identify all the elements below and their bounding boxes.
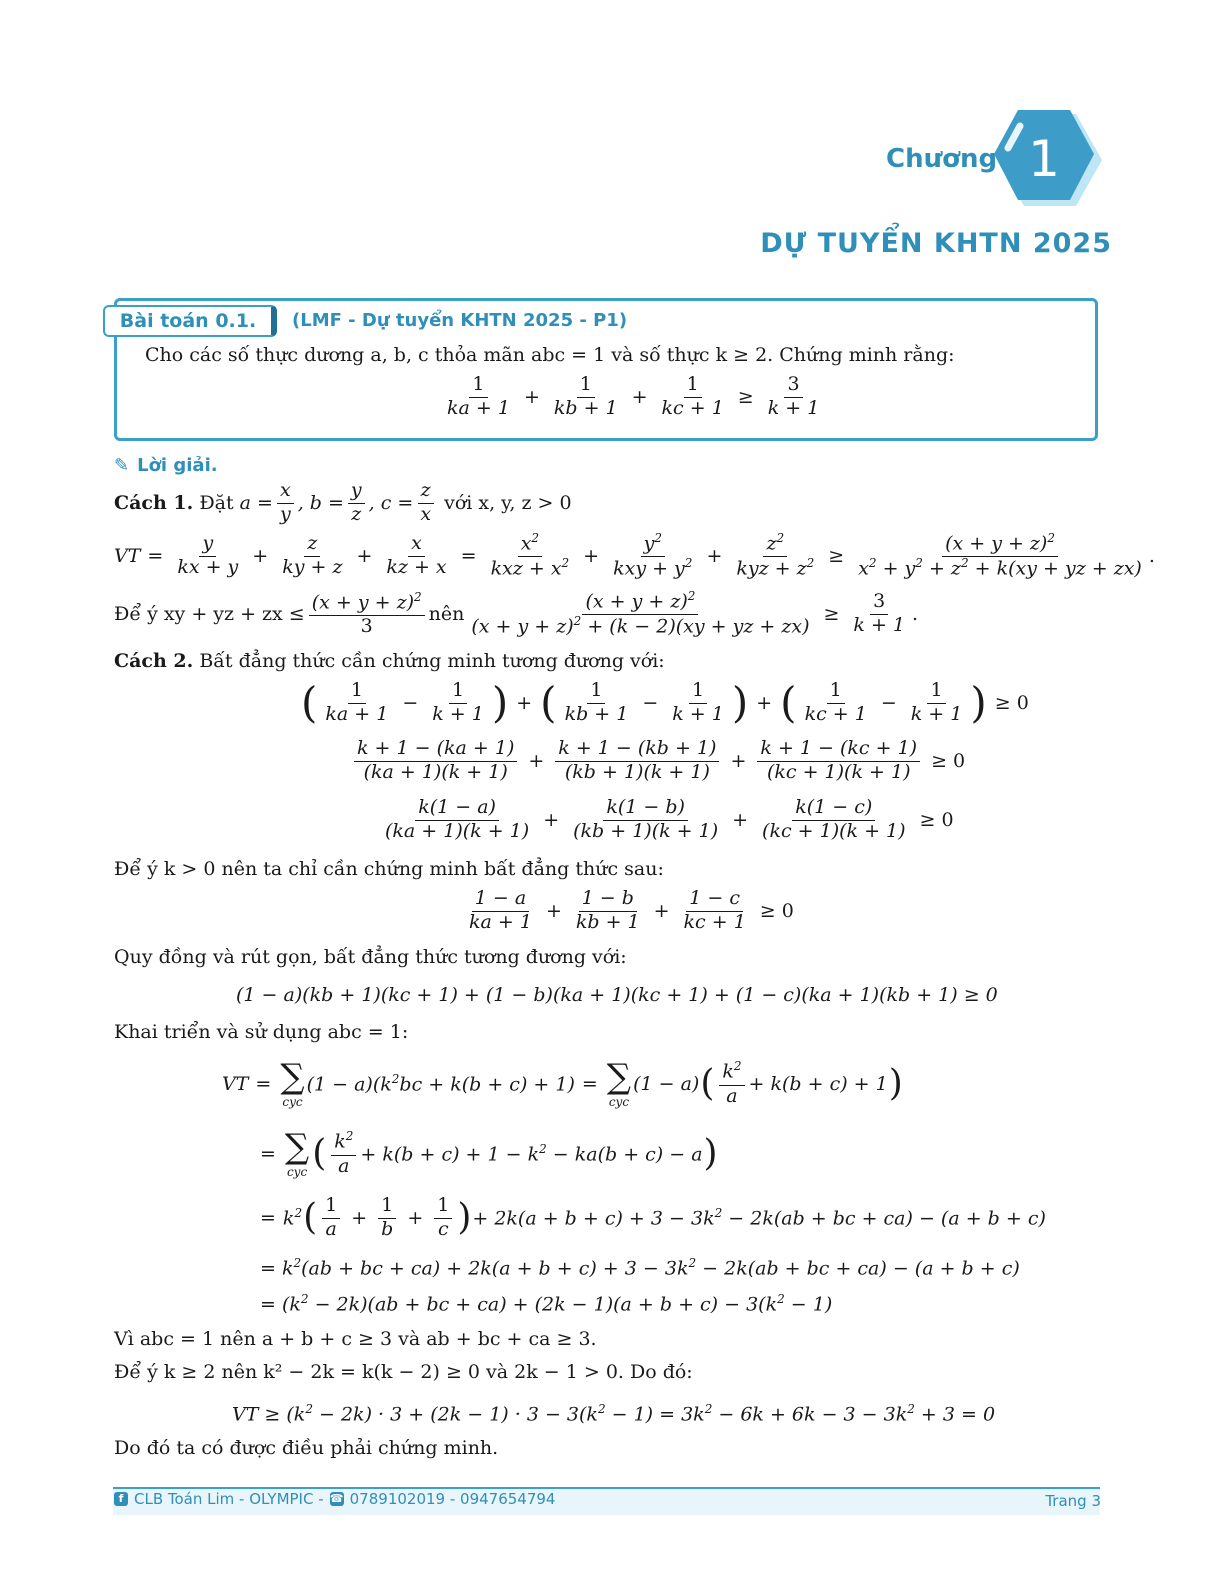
solution-label: ✎ Lời giải. <box>114 455 218 476</box>
vt-line2: = ∑ cyc ( $\frac{k^2}{a}$ + $k(b + c) + 1 - k^2 - ka(b + c) - a$ ) <box>260 1127 718 1179</box>
vt-line1: VT = ∑ cyc $(1 - a)(k^2bc + k(b + c) + 1)$ = ∑ cyc (1 − a) ( $\frac{k^2}{a}$ + k(b + c) + 1 ) <box>222 1057 903 1109</box>
expand-text: Khai triển và sử dụng abc = 1: <box>114 1021 409 1043</box>
method2-intro: Cách 2. Bất đẳng thức cần chứng minh tương đương với: <box>114 650 665 672</box>
chapter-number-badge <box>990 108 1108 220</box>
method2-step3: $\frac{k(1 - a)}{(ka + 1)(k + 1)}$ + $\frac{k(1 - b)}{(kb + 1)(k + 1)}$ + $\frac{k(1 - c)}{(kc + 1)(k + 1)}$ ≥ 0 <box>385 796 954 842</box>
since-abc: Vì abc = 1 nên a + b + c ≥ 3 và ab + bc + ca ≥ 3. <box>114 1328 597 1350</box>
chapter-label: Chương <box>886 144 998 174</box>
method2-step2: $\frac{k + 1 - (ka + 1)}{(ka + 1)(k + 1)}$ + $\frac{k + 1 - (kb + 1)}{(kb + 1)(k + 1)}$ + $\frac{k + 1 - (kc + 1)}{(kc + 1)(k + 1)}$ ≥ 0 <box>350 738 972 784</box>
footer-rule <box>113 1487 1100 1489</box>
vt-line4: = $k^2(ab$ + bc + $ca) + 2k(a + b + c) + 3 - 3k^2 - 2k(ab$ + bc + ca) − (a + b + c) <box>260 1256 1020 1280</box>
expanded-inequality: (1 − a)(kb + 1)(kc + 1) + (1 − b)(ka + 1)(kc + 1) + (1 − c)(ka + 1)(kb + 1) ≥ 0 <box>236 984 998 1006</box>
facebook-icon: f <box>114 1492 128 1506</box>
note-k: Để ý k > 0 nên ta chỉ cần chứng minh bất đẳng thức sau: <box>114 858 664 880</box>
note-k2: Để ý k ≥ 2 nên k² − 2k = k(k − 2) ≥ 0 và 2k − 1 > 0. Do đó: <box>114 1361 693 1383</box>
method1-vt: VT = $\frac{y}{kx + y}$ + $\frac{z}{ky + z}$ + $\frac{x}{kz + x}$ = $\frac{x^2}{kxz + x^2}$ + $\frac{y^2}{kxy + y^2}$ + $\frac{z^2}{kyz + z^2}$ ≥ $\frac{(x + y + z)^2}{x^2 + y^2 + z^2 + k(xy + yz + zx)}$ . <box>114 531 1155 580</box>
method1-intro: Cách 1. Đặt a = $\frac{x}{y}$ , b = $\frac{y}{z}$ , c = $\frac{z}{x}$ với x, y, z > 0 <box>114 479 572 525</box>
problem-statement: Cho các số thực dương a, b, c thỏa mãn abc = 1 và số thực k ≥ 2. Chứng minh rằng: <box>145 344 955 366</box>
footer-phones: 0789102019 - 0947654794 <box>349 1490 556 1508</box>
page-number: Trang 3 <box>1045 1492 1101 1510</box>
method1-note: Để ý xy + yz + zx ≤ $\frac{(x + y + z)^2}{3}$ nên $\frac{(x + y + z)^2}{(x + y + z)^2 + (k - 2)(xy + yz + zx)}$ ≥ $\frac{3}{k + 1}$ . <box>114 589 919 638</box>
vt-line3: = $k^2$ ( $\frac{1}{a}$ + $\frac{1}{b}$ + $\frac{1}{c}$ ) + $2k(a + b + c) + 3 - 3k^2 - 2k(ab$ + bc + ca) − (a + b + c) <box>260 1194 1046 1240</box>
phone-icon: ☎ <box>329 1492 344 1505</box>
reduce-text: Quy đồng và rút gọn, bất đẳng thức tương đương với: <box>114 946 627 968</box>
edit-icon: ✎ <box>114 455 130 476</box>
final-estimate: VT ≥ $(k^2 - 2k) \cdot 3 + (2k - 1) \cdot 3 - 3(k^2 - 1) = 3k^2 - 6k + 6k - 3 - 3k^2 + 3 = 0$ <box>232 1402 996 1426</box>
problem-source: (LMF - Dự tuyển KHTN 2025 - P1) <box>292 310 628 331</box>
chapter-title: DỰ TUYỂN KHTN 2025 <box>760 228 1112 259</box>
conclusion: Do đó ta có được điều phải chứng minh. <box>114 1437 499 1459</box>
problem-tag: Bài toán 0.1. <box>103 305 277 337</box>
vt-line5: = $(k^2 - 2k)(ab$ + bc + $ca) + (2k - 1)(a + b + c) - 3(k^2 - 1)$ <box>260 1292 833 1316</box>
footer-club: CLB Toán Lim - OLYMPIC - <box>134 1490 324 1508</box>
footer-contact <box>114 1490 555 1508</box>
chapter-number: 1 <box>1028 130 1060 188</box>
method2-step1: ( $\frac{1}{ka + 1}$ − $\frac{1}{k + 1}$ ) + ( $\frac{1}{kb + 1}$ − $\frac{1}{k + 1}$ ) + ( $\frac{1}{kc + 1}$ − $\frac{1}{k + 1}$ ) ≥ 0 <box>301 677 1029 727</box>
problem-inequality: $\frac{1}{ka + 1}$ + $\frac{1}{kb + 1}$ + $\frac{1}{kc + 1}$ ≥ $\frac{3}{k + 1}$ <box>447 373 820 419</box>
reduced-inequality: $\frac{1 - a}{ka + 1}$ + $\frac{1 - b}{kb + 1}$ + $\frac{1 - c}{kc + 1}$ ≥ 0 <box>469 887 794 933</box>
